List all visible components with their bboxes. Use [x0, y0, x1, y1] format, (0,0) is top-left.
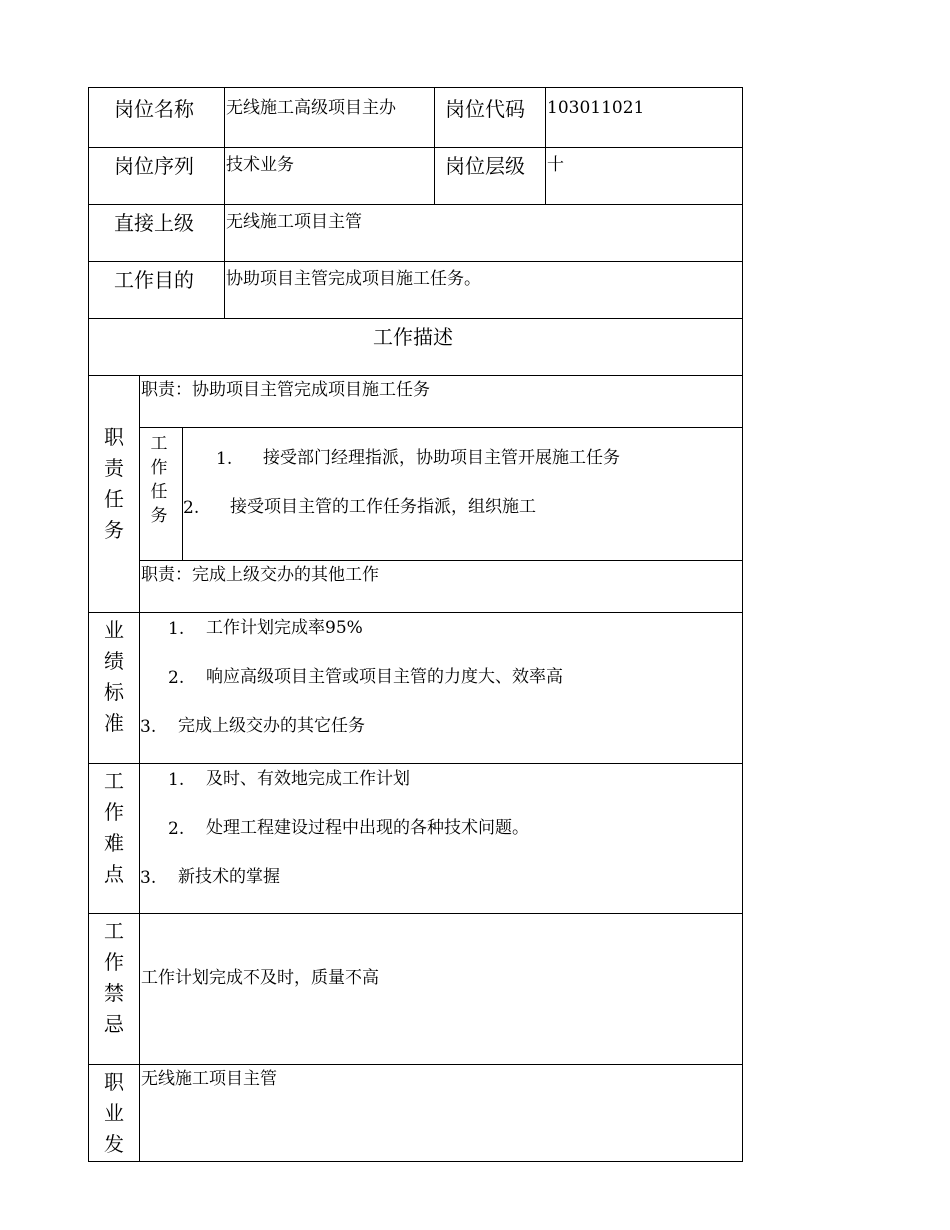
job-code-value-cell	[545, 87, 743, 148]
job-name-label: 岗位名称	[114, 97, 194, 121]
difficulty-1-text: 及时、有效地完成工作计划	[206, 769, 410, 789]
level-value-cell	[545, 147, 743, 205]
description-title: 工作描述	[373, 325, 453, 349]
difficulty-3-text: 新技术的掌握	[178, 867, 280, 887]
difficulties-list-cell	[139, 763, 743, 914]
task-1-number: 1.	[216, 449, 233, 469]
task-2-number: 2.	[183, 498, 200, 518]
career-label-cell	[88, 1064, 140, 1162]
duties-label: 职责任务	[104, 425, 124, 542]
difficulties-label-cell	[88, 763, 140, 914]
task-2-text: 接受项目主管的工作任务指派，组织施工	[230, 497, 536, 517]
taboos-label: 工作禁忌	[104, 919, 124, 1036]
job-code-value: 103011021	[547, 98, 645, 118]
level-label: 岗位层级	[445, 154, 525, 178]
job-name-value: 无线施工高级项目主办	[226, 98, 396, 118]
supervisor-value: 无线施工项目主管	[226, 212, 362, 232]
performance-3-text: 完成上级交办的其它任务	[178, 716, 365, 736]
career-text-cell	[139, 1064, 743, 1162]
purpose-value-cell	[224, 261, 743, 319]
tasks-label: 工作任务	[150, 434, 168, 526]
tasks-label-cell	[139, 427, 183, 561]
task-1-text: 接受部门经理指派，协助项目主管开展施工任务	[263, 448, 620, 468]
purpose-value: 协助项目主管完成项目施工任务。	[226, 269, 481, 289]
taboos-text-cell	[139, 913, 743, 1065]
taboos-label-cell	[88, 913, 140, 1065]
duty2-cell	[139, 560, 743, 613]
level-label-cell	[434, 147, 546, 205]
performance-2-text: 响应高级项目主管或项目主管的力度大、效率高	[206, 667, 563, 687]
duties-label-cell	[88, 375, 140, 613]
performance-list-cell	[139, 612, 743, 764]
supervisor-label-cell	[88, 204, 225, 262]
career-text: 无线施工项目主管	[141, 1069, 277, 1089]
performance-label-cell	[88, 612, 140, 764]
performance-label: 业绩标准	[104, 618, 124, 735]
description-title-cell	[88, 318, 743, 376]
job-code-label-cell	[434, 87, 546, 148]
supervisor-label: 直接上级	[114, 211, 194, 235]
performance-2-number: 2.	[168, 668, 185, 688]
job-name-label-cell	[88, 87, 225, 148]
tasks-list-cell	[182, 427, 743, 561]
performance-1-number: 1.	[168, 619, 185, 639]
level-value: 十	[547, 155, 564, 175]
duty1-text: 职责：协助项目主管完成项目施工任务	[141, 380, 430, 400]
job-name-value-cell	[224, 87, 435, 148]
duty2-text: 职责：完成上级交办的其他工作	[141, 565, 379, 585]
job-code-label: 岗位代码	[445, 97, 525, 121]
difficulties-label: 工作难点	[104, 769, 124, 886]
performance-1-text: 工作计划完成率95%	[206, 618, 363, 638]
difficulty-2-text: 处理工程建设过程中出现的各种技术问题。	[206, 818, 529, 838]
sequence-value: 技术业务	[226, 155, 294, 175]
sequence-label: 岗位序列	[114, 154, 194, 178]
performance-3-number: 3.	[140, 717, 157, 737]
duty1-cell	[139, 375, 743, 428]
supervisor-value-cell	[224, 204, 743, 262]
difficulty-2-number: 2.	[168, 819, 185, 839]
taboos-text: 工作计划完成不及时，质量不高	[141, 968, 379, 988]
sequence-label-cell	[88, 147, 225, 205]
difficulty-1-number: 1.	[168, 770, 185, 790]
difficulty-3-number: 3.	[140, 868, 157, 888]
career-label: 职业发	[104, 1070, 124, 1156]
sequence-value-cell	[224, 147, 435, 205]
purpose-label-cell	[88, 261, 225, 319]
purpose-label: 工作目的	[114, 268, 194, 292]
